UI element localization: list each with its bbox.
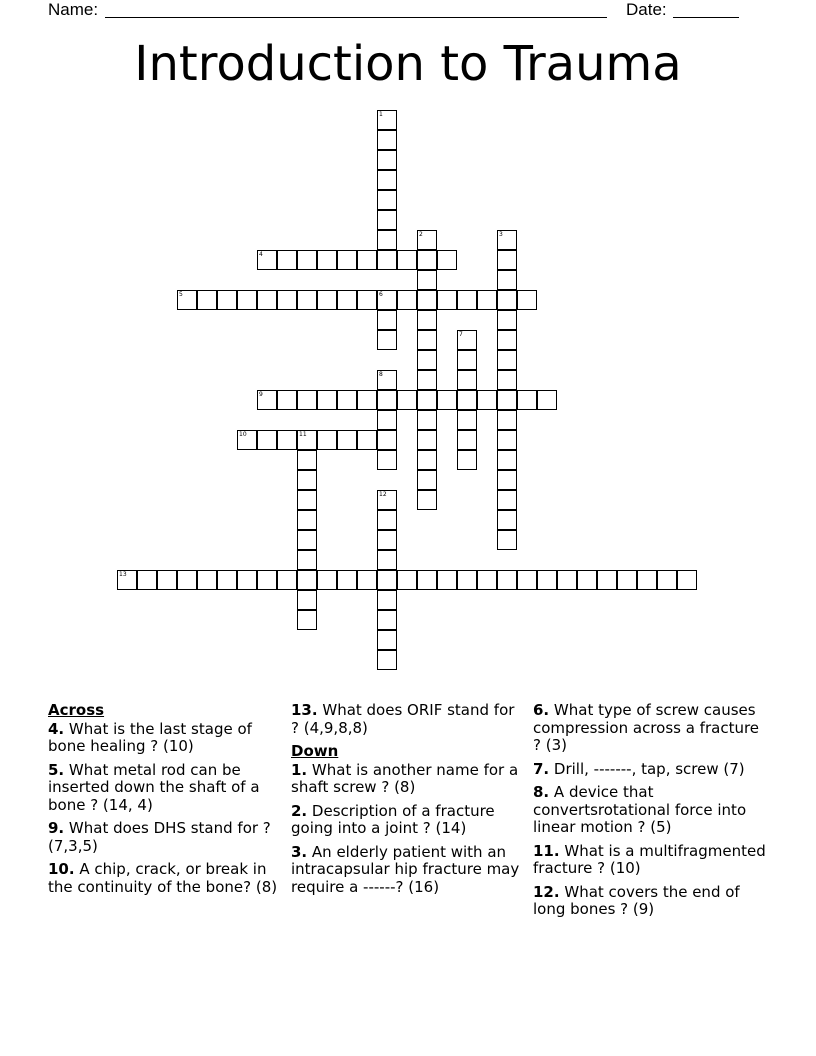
grid-cell[interactable] (377, 650, 397, 670)
grid-cell[interactable] (497, 390, 517, 410)
grid-cell[interactable] (417, 250, 437, 270)
grid-cell[interactable] (337, 290, 357, 310)
clue-text: What covers the end of long bones ? (9) (533, 882, 740, 918)
cell-number: 6 (379, 291, 383, 298)
grid-cell[interactable] (377, 510, 397, 530)
page-title: Introduction to Trauma (134, 36, 682, 92)
grid-cell[interactable] (457, 430, 477, 450)
clues-column-3 (533, 702, 771, 925)
grid-cell[interactable] (497, 570, 517, 590)
grid-cell[interactable] (257, 290, 277, 310)
grid-cell[interactable] (217, 290, 237, 310)
cell-number: 11 (299, 431, 307, 438)
grid-cell[interactable] (417, 470, 437, 490)
grid-cell[interactable] (417, 450, 437, 470)
grid-cell[interactable] (437, 570, 457, 590)
grid-cell[interactable] (397, 570, 417, 590)
grid-cell[interactable] (297, 510, 317, 530)
grid-cell[interactable] (297, 550, 317, 570)
clue-text: What is the last stage of bone healing ? (10) (48, 719, 252, 755)
clue-text: A device that convertsrotational force into linear motion ? (5) (533, 783, 747, 836)
clue-down-8 (533, 784, 771, 837)
clue-text: Drill, -------, tap, screw (7) (553, 759, 745, 778)
grid-cell[interactable] (497, 470, 517, 490)
cell-number: 1 (379, 111, 383, 118)
grid-cell[interactable] (417, 230, 437, 250)
grid-cell[interactable] (357, 290, 377, 310)
grid-cell[interactable] (337, 250, 357, 270)
grid-cell[interactable] (517, 390, 537, 410)
grid-cell[interactable] (377, 550, 397, 570)
grid-cell[interactable] (457, 410, 477, 430)
grid-cell[interactable] (417, 350, 437, 370)
grid-cell[interactable] (317, 570, 337, 590)
grid-cell[interactable] (177, 570, 197, 590)
grid-cell[interactable] (377, 450, 397, 470)
grid-cell[interactable] (637, 570, 657, 590)
grid-cell[interactable] (457, 390, 477, 410)
grid-cell[interactable] (617, 570, 637, 590)
grid-cell[interactable] (417, 410, 437, 430)
cell-number: 10 (239, 431, 247, 438)
clue-number: 13. (291, 701, 318, 719)
clue-number: 3. (291, 842, 308, 861)
grid-cell[interactable] (417, 270, 437, 290)
grid-cell[interactable] (297, 470, 317, 490)
clue-down-11 (533, 843, 771, 878)
grid-cell[interactable] (497, 330, 517, 350)
clue-text: Description of a fracture going into a joint ? (14) (291, 801, 495, 837)
grid-cell[interactable] (497, 510, 517, 530)
grid-cell[interactable] (197, 570, 217, 590)
grid-cell[interactable] (377, 130, 397, 150)
clue-text: What does ORIF stand for ? (4,9,8,8) (291, 701, 515, 737)
grid-cell[interactable] (497, 310, 517, 330)
clue-down-12 (533, 884, 771, 919)
grid-cell[interactable] (377, 210, 397, 230)
clue-text: What is a multifragmented fracture ? (10) (533, 841, 766, 877)
clues-column-1 (48, 702, 280, 902)
grid-cell[interactable] (277, 570, 297, 590)
down-header: Down (291, 742, 339, 760)
grid-cell[interactable] (137, 570, 157, 590)
grid-cell[interactable] (297, 490, 317, 510)
grid-cell[interactable] (437, 390, 457, 410)
grid-cell[interactable] (417, 490, 437, 510)
grid-cell[interactable] (557, 570, 577, 590)
grid-cell[interactable] (377, 290, 397, 310)
grid-cell[interactable] (397, 290, 417, 310)
grid-cell[interactable] (497, 350, 517, 370)
grid-cell[interactable] (517, 570, 537, 590)
grid-cell[interactable] (377, 590, 397, 610)
grid-cell[interactable] (317, 250, 337, 270)
clue-number: 6. (533, 701, 550, 719)
grid-cell[interactable] (577, 570, 597, 590)
grid-cell[interactable] (477, 290, 497, 310)
name-label: Name: (48, 0, 99, 19)
grid-cell[interactable] (457, 350, 477, 370)
clue-text: What metal rod can be inserted down the shaft of a bone ? (14, 4) (48, 760, 260, 814)
grid-cell[interactable] (497, 530, 517, 550)
clue-number: 8. (533, 783, 550, 801)
grid-cell[interactable] (297, 590, 317, 610)
grid-cell[interactable] (417, 370, 437, 390)
grid-cell[interactable] (497, 450, 517, 470)
grid-cell[interactable] (377, 390, 397, 410)
grid-cell[interactable] (377, 110, 397, 130)
grid-cell[interactable] (257, 390, 277, 410)
clue-number: 10. (48, 860, 75, 878)
grid-cell[interactable] (377, 330, 397, 350)
grid-cell[interactable] (257, 430, 277, 450)
grid-cell[interactable] (377, 230, 397, 250)
grid-cell[interactable] (537, 570, 557, 590)
clue-text: What is another name for a shaft screw ? (8) (291, 760, 519, 796)
clue-down-1 (291, 762, 527, 797)
clue-down-2 (291, 803, 527, 838)
grid-cell[interactable] (277, 290, 297, 310)
grid-cell[interactable] (297, 570, 317, 590)
clue-number: 4. (48, 719, 65, 738)
grid-cell[interactable] (377, 250, 397, 270)
clue-number: 5. (48, 760, 65, 779)
grid-cell[interactable] (377, 610, 397, 630)
grid-cell[interactable] (157, 570, 177, 590)
clue-down-3 (291, 844, 527, 897)
grid-cell[interactable] (257, 250, 277, 270)
grid-cell[interactable] (357, 390, 377, 410)
grid-cell[interactable] (377, 150, 397, 170)
grid-cell[interactable] (237, 430, 257, 450)
clue-across-5 (48, 762, 280, 815)
grid-cell[interactable] (237, 570, 257, 590)
grid-cell[interactable] (497, 230, 517, 250)
grid-cell[interactable] (377, 370, 397, 390)
cell-number: 4 (259, 251, 263, 258)
grid-cell[interactable] (457, 290, 477, 310)
grid-cell[interactable] (317, 290, 337, 310)
grid-cell[interactable] (257, 570, 277, 590)
grid-cell[interactable] (457, 370, 477, 390)
grid-cell[interactable] (317, 390, 337, 410)
cell-number: 2 (419, 231, 423, 238)
grid-cell[interactable] (497, 250, 517, 270)
grid-cell[interactable] (337, 390, 357, 410)
grid-cell[interactable] (197, 290, 217, 310)
grid-cell[interactable] (657, 570, 677, 590)
grid-cell[interactable] (377, 570, 397, 590)
clues-column-2 (291, 702, 527, 902)
clue-down-6 (533, 702, 771, 755)
grid-cell[interactable] (417, 330, 437, 350)
grid-cell[interactable] (417, 430, 437, 450)
grid-cell[interactable] (277, 430, 297, 450)
grid-cell[interactable] (417, 290, 437, 310)
grid-cell[interactable] (357, 570, 377, 590)
grid-cell[interactable] (217, 570, 237, 590)
grid-cell[interactable] (497, 270, 517, 290)
grid-cell[interactable] (337, 430, 357, 450)
clue-text: What type of screw causes compression across a fracture ? (3) (533, 701, 760, 754)
clue-number: 7. (533, 759, 550, 778)
grid-cell[interactable] (397, 390, 417, 410)
grid-cell[interactable] (397, 250, 417, 270)
grid-cell[interactable] (537, 390, 557, 410)
clue-number: 12. (533, 882, 560, 901)
grid-cell[interactable] (437, 250, 457, 270)
cell-number: 12 (379, 491, 387, 498)
grid-cell[interactable] (377, 630, 397, 650)
clue-across-13 (291, 702, 527, 737)
clue-number: 9. (48, 819, 65, 837)
grid-cell[interactable] (317, 430, 337, 450)
grid-cell[interactable] (497, 430, 517, 450)
grid-cell[interactable] (497, 290, 517, 310)
grid-cell[interactable] (497, 490, 517, 510)
grid-cell[interactable] (297, 430, 317, 450)
grid-cell[interactable] (477, 390, 497, 410)
grid-cell[interactable] (297, 290, 317, 310)
grid-cell[interactable] (377, 310, 397, 330)
grid-cell[interactable] (297, 530, 317, 550)
across-header: Across (48, 701, 105, 719)
grid-cell[interactable] (497, 370, 517, 390)
clue-text: An elderly patient with an intracapsular hip fracture may require a ------? (16) (291, 842, 520, 896)
grid-cell[interactable] (457, 570, 477, 590)
grid-cell[interactable] (377, 490, 397, 510)
clue-down-7 (533, 761, 771, 779)
grid-cell[interactable] (237, 290, 257, 310)
grid-cell[interactable] (377, 410, 397, 430)
grid-cell[interactable] (277, 250, 297, 270)
grid-cell[interactable] (297, 390, 317, 410)
grid-cell[interactable] (297, 450, 317, 470)
grid-cell[interactable] (417, 390, 437, 410)
grid-cell[interactable] (417, 310, 437, 330)
grid-cell[interactable] (457, 330, 477, 350)
grid-cell[interactable] (297, 610, 317, 630)
grid-cell[interactable] (337, 570, 357, 590)
cell-number: 9 (259, 391, 263, 398)
clue-text: A chip, crack, or break in the continuity of the bone? (8) (48, 860, 278, 896)
grid-cell[interactable] (497, 410, 517, 430)
grid-cell[interactable] (377, 430, 397, 450)
grid-cell[interactable] (417, 570, 437, 590)
grid-cell[interactable] (597, 570, 617, 590)
clue-across-4 (48, 721, 280, 756)
grid-cell[interactable] (277, 390, 297, 410)
grid-cell[interactable] (377, 190, 397, 210)
grid-cell[interactable] (457, 450, 477, 470)
grid-cell[interactable] (357, 430, 377, 450)
clue-across-9 (48, 820, 280, 855)
grid-cell[interactable] (437, 290, 457, 310)
grid-cell[interactable] (177, 290, 197, 310)
cell-number: 5 (179, 291, 183, 298)
grid-cell[interactable] (477, 570, 497, 590)
clue-text: What does DHS stand for ? (7,3,5) (48, 819, 271, 855)
date-label: Date: (626, 0, 667, 19)
grid-cell[interactable] (357, 250, 377, 270)
cell-number: 13 (119, 571, 127, 578)
cell-number: 3 (499, 231, 503, 238)
clue-number: 1. (291, 760, 308, 779)
cell-number: 7 (459, 331, 463, 338)
clue-number: 11. (533, 841, 560, 860)
grid-cell[interactable] (677, 570, 697, 590)
grid-cell[interactable] (297, 250, 317, 270)
grid-cell[interactable] (377, 170, 397, 190)
cell-number: 8 (379, 371, 383, 378)
grid-cell[interactable] (517, 290, 537, 310)
grid-cell[interactable] (117, 570, 137, 590)
clue-across-10 (48, 861, 280, 896)
clue-number: 2. (291, 801, 308, 820)
grid-cell[interactable] (377, 530, 397, 550)
